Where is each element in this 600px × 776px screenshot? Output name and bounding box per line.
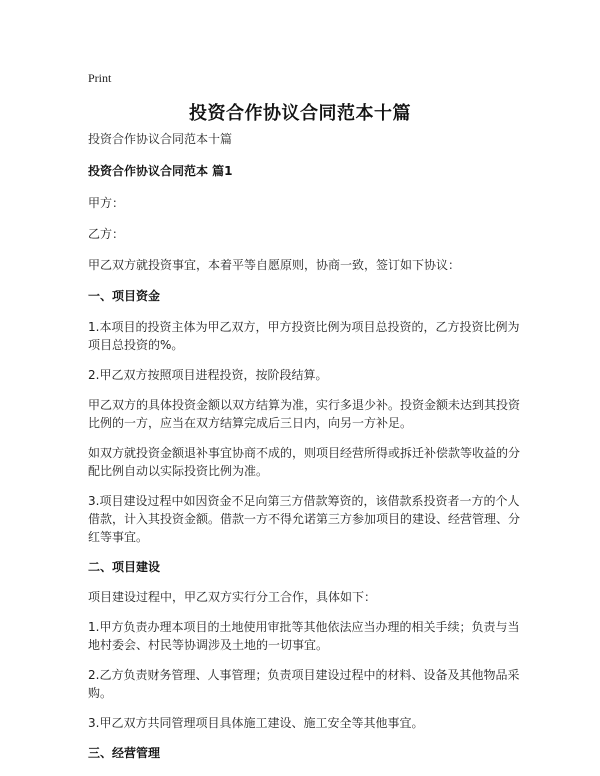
part1-clause1 — [88, 318, 528, 354]
part1-dispute — [88, 444, 528, 480]
part1-heading: 一、项目资金 — [88, 289, 161, 303]
part1-clause3 — [88, 492, 528, 546]
paragraph-line: 甲乙双方的具体投资金额以双方结算为准，实行多退少补。投资金额未达到其投资 — [88, 398, 521, 412]
paragraph-line: 1.甲方负责办理本项目的土地使用审批等其他依法应当办理的相关手续；负责与当 — [88, 620, 520, 634]
paragraph-line: 地村委会、村民等协调涉及土地的一切事宜。 — [88, 638, 329, 652]
part2-clause2 — [88, 666, 528, 702]
print-link[interactable]: Print — [88, 71, 112, 85]
document-body — [88, 130, 528, 762]
document-title: 投资合作协议合同范本十篇 — [189, 103, 411, 124]
paragraph-line: 购。 — [88, 686, 113, 700]
paragraph-line: 借款，计入其投资金额。借款一方不得允诺第三方参加项目的建设、经营管理、分 — [88, 512, 521, 526]
intro-paragraph: 甲乙双方就投资事宜，本着平等自愿原则，协商一致，签订如下协议： — [88, 258, 461, 272]
paragraph-line: 比例的一方，应当在双方结算完成后三日内，向另一方补足。 — [88, 416, 413, 430]
part1-clause2: 2.甲乙双方按照项目进程投资，按阶段结算。 — [88, 368, 328, 382]
part1-settlement — [88, 396, 528, 432]
subtitle: 投资合作协议合同范本十篇 — [88, 132, 233, 146]
part3-heading: 三、经营管理 — [88, 746, 161, 760]
paragraph-line: 3.项目建设过程中如因资金不足向第三方借款筹资的，该借款系投资者一方的个人 — [88, 494, 520, 508]
part2-clause1 — [88, 618, 528, 654]
part2-heading: 二、项目建设 — [88, 560, 161, 574]
paragraph-line: 红等事宜。 — [88, 530, 149, 544]
paragraph-line: 1.本项目的投资主体为甲乙双方，甲方投资比例为项目总投资的，乙方投资比例为 — [88, 320, 520, 334]
paragraph-line: 配比例自动以实际投资比例为准。 — [88, 464, 269, 478]
paragraph-line: 2.乙方负责财务管理、人事管理；负责项目建设过程中的材料、设备及其他物品采 — [88, 668, 520, 682]
section-heading: 投资合作协议合同范本 篇1 — [88, 164, 233, 178]
party-b-label: 乙方： — [88, 227, 125, 241]
paragraph-line: 如双方就投资金额退补事宜协商不成的，则项目经营所得或拆迁补偿款等收益的分 — [88, 446, 521, 460]
paragraph-line: 项目总投资的%。 — [88, 338, 184, 352]
part2-intro: 项目建设过程中，甲乙双方实行分工合作，具体如下： — [88, 590, 377, 604]
party-a-label: 甲方： — [88, 196, 125, 210]
part2-clause3: 3.甲乙双方共同管理项目具体施工建设、施工安全等其他事宜。 — [88, 716, 424, 730]
